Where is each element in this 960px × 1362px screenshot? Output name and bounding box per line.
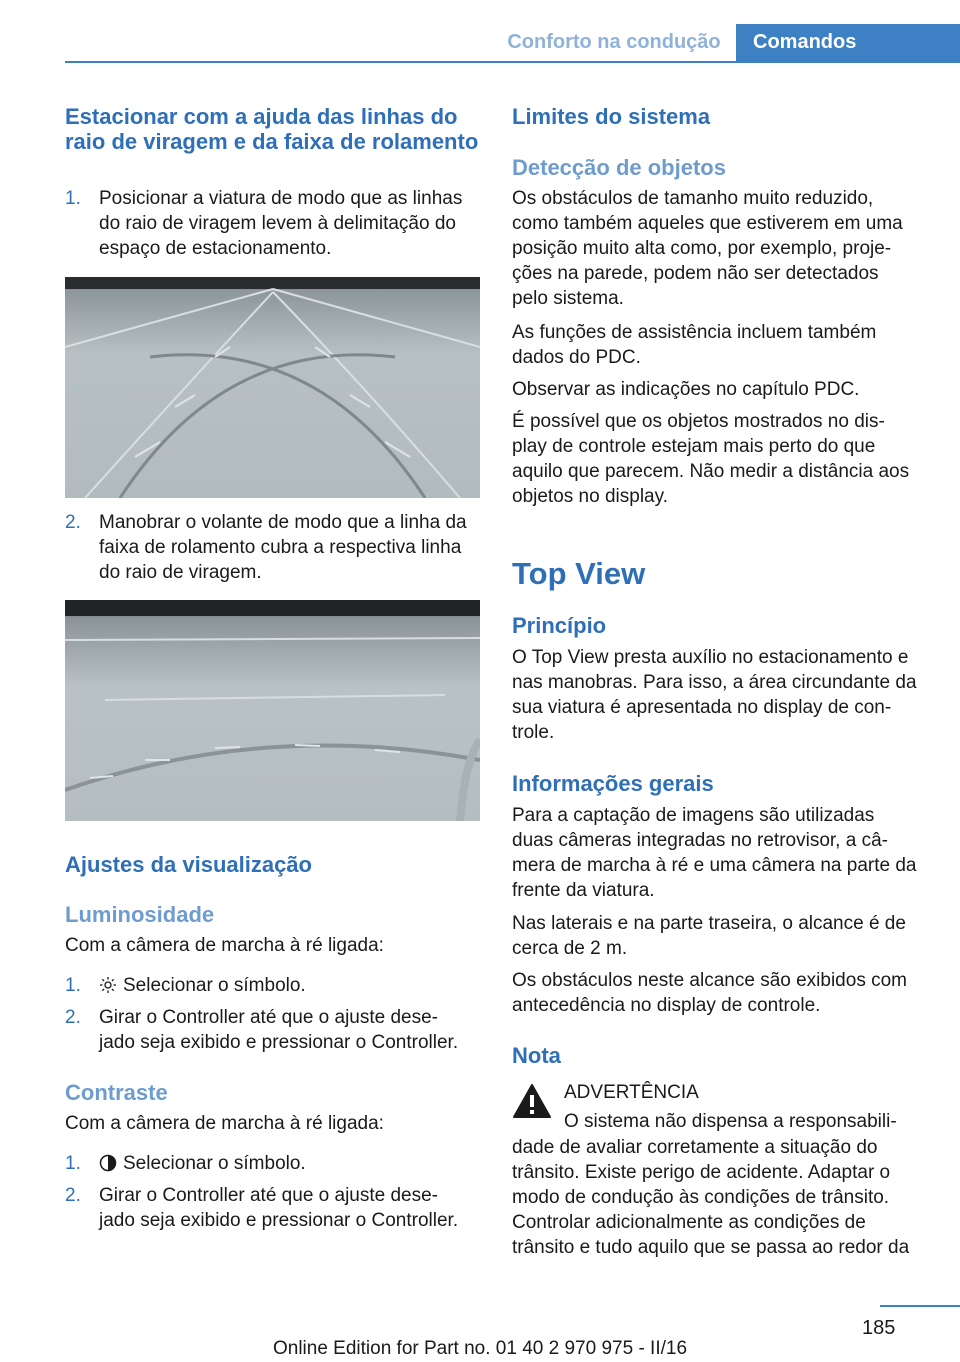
text-line: Posicionar a viatura de modo que as linhas	[99, 188, 463, 209]
camera-image-turning-lines	[65, 277, 480, 498]
text-line: como também aqueles que estiverem em uma	[512, 213, 903, 234]
parking-step-1	[65, 186, 485, 261]
heading-top-view: Top View	[512, 556, 646, 591]
brightness-step-2	[65, 1005, 485, 1055]
contrast-step-2	[65, 1183, 485, 1233]
text-line: Nas laterais e na parte traseira, o alcance é de	[512, 913, 906, 934]
text-line: frente da viatura.	[512, 880, 655, 901]
contrast-step-1	[65, 1151, 485, 1176]
text-line: trânsito. Existe perigo de acidente. Adaptar o	[512, 1162, 891, 1183]
brightness-icon	[99, 976, 117, 994]
step-number: 1.	[65, 188, 81, 209]
text-line: mera de marcha à ré e uma câmera na parte da	[512, 855, 917, 876]
heading-parking-lines: Estacionar com a ajuda das linhas do raio de viragem e da faixa de rolamento	[65, 104, 479, 154]
general-paragraph-1	[512, 803, 942, 903]
heading-system-limits: Limites do sistema	[512, 104, 711, 129]
heading-note: Nota	[512, 1043, 561, 1068]
heading-contrast: Contraste	[65, 1080, 168, 1105]
warning-title: ADVERTÊNCIA	[564, 1082, 699, 1103]
principle-paragraph	[512, 645, 942, 745]
heading-display-settings: Ajustes da visualização	[65, 852, 312, 877]
text-line: faixa de rolamento cubra a respectiva linha	[99, 537, 462, 558]
camera-image-driving-lane	[65, 600, 480, 821]
contrast-icon	[99, 1154, 117, 1172]
heading-object-detection: Detecção de objetos	[512, 155, 726, 180]
text-line: Girar o Controller até que o ajuste dese-	[99, 1185, 439, 1206]
step-number: 2.	[65, 1007, 81, 1028]
text-line: nas manobras. Para isso, a área circundante da	[512, 672, 917, 693]
detection-paragraph-1	[512, 186, 942, 311]
detection-paragraph-4	[512, 409, 942, 509]
text-line: O Top View presta auxílio no estacionamento e	[512, 647, 909, 668]
step-number: 1.	[65, 1153, 81, 1174]
heading-principle: Princípio	[512, 613, 607, 638]
header-section-label: Conforto na condução	[507, 31, 721, 53]
detection-paragraph-2	[512, 320, 942, 370]
text-line: jado seja exibido e pressionar o Controller.	[99, 1210, 459, 1231]
footer-rule	[880, 1305, 960, 1307]
contrast-intro: Com a câmera de marcha à ré ligada:	[65, 1113, 384, 1134]
text-line: sua viatura é apresentada no display de con-	[512, 697, 892, 718]
general-paragraph-2	[512, 911, 942, 961]
text-line: Os obstáculos neste alcance são exibidos com	[512, 970, 907, 991]
step-number: 2.	[65, 512, 81, 533]
camera-image-turning-lines-graphic	[65, 277, 480, 498]
warning-first-line: O sistema não dispensa a responsabili-	[564, 1111, 897, 1132]
general-paragraph-3	[512, 968, 942, 1018]
text-line: aquilo que parecem. Não medir a distância aos	[512, 461, 910, 482]
text-line: pelo sistema.	[512, 288, 624, 309]
text-line: do raio de viragem levem à delimitação do	[99, 213, 456, 234]
text-line: posição muito alta como, por exemplo, proje-	[512, 238, 892, 259]
text-line: As funções de assistência incluem também	[512, 322, 877, 343]
heading-brightness: Luminosidade	[65, 902, 215, 927]
edition-footer: Online Edition for Part no. 01 40 2 970 975 - II/16	[272, 1338, 688, 1359]
brightness-intro: Com a câmera de marcha à ré ligada:	[65, 935, 384, 956]
text-line: Para a captação de imagens são utilizadas	[512, 805, 875, 826]
warning-icon	[512, 1083, 552, 1119]
step-text: Selecionar o símbolo.	[123, 1153, 306, 1174]
text-line: É possível que os objetos mostrados no dis-	[512, 411, 885, 432]
page-number: 185	[862, 1317, 896, 1339]
header-chapter-tab: Comandos	[736, 24, 960, 63]
step-number: 2.	[65, 1185, 81, 1206]
text-line: do raio de viragem.	[99, 562, 262, 583]
text-line: Controlar adicionalmente as condições de	[512, 1212, 866, 1233]
step-text: Selecionar o símbolo.	[123, 975, 306, 996]
text-line: duas câmeras integradas no retrovisor, a câ-	[512, 830, 888, 851]
heading-general-info: Informações gerais	[512, 771, 714, 796]
detection-paragraph-3: Observar as indicações no capítulo PDC.	[512, 379, 860, 400]
header-rule	[65, 61, 960, 63]
warning-text	[512, 1135, 952, 1260]
text-line: Os obstáculos de tamanho muito reduzido,	[512, 188, 874, 209]
text-line: antecedência no display de controle.	[512, 995, 821, 1016]
text-line: dados do PDC.	[512, 347, 641, 368]
text-line: trole.	[512, 722, 555, 743]
text-line: modo de condução às condições de trânsito.	[512, 1187, 890, 1208]
text-line: espaço de estacionamento.	[99, 238, 332, 259]
text-line: trânsito e tudo aquilo que se passa ao redor da	[512, 1237, 910, 1258]
camera-image-driving-lane-graphic	[65, 600, 480, 821]
text-line: objetos no display.	[512, 486, 668, 507]
text-line: Girar o Controller até que o ajuste dese-	[99, 1007, 439, 1028]
parking-step-2	[65, 510, 485, 585]
step-number: 1.	[65, 975, 81, 996]
text-line: ções na parede, podem não ser detectados	[512, 263, 879, 284]
brightness-step-1	[65, 973, 485, 998]
text-line: play de controle estejam mais perto do que	[512, 436, 876, 457]
text-line: cerca de 2 m.	[512, 938, 628, 959]
text-line: jado seja exibido e pressionar o Controller.	[99, 1032, 459, 1053]
text-line: dade de avaliar corretamente a situação do	[512, 1137, 878, 1158]
text-line: Manobrar o volante de modo que a linha da	[99, 512, 467, 533]
